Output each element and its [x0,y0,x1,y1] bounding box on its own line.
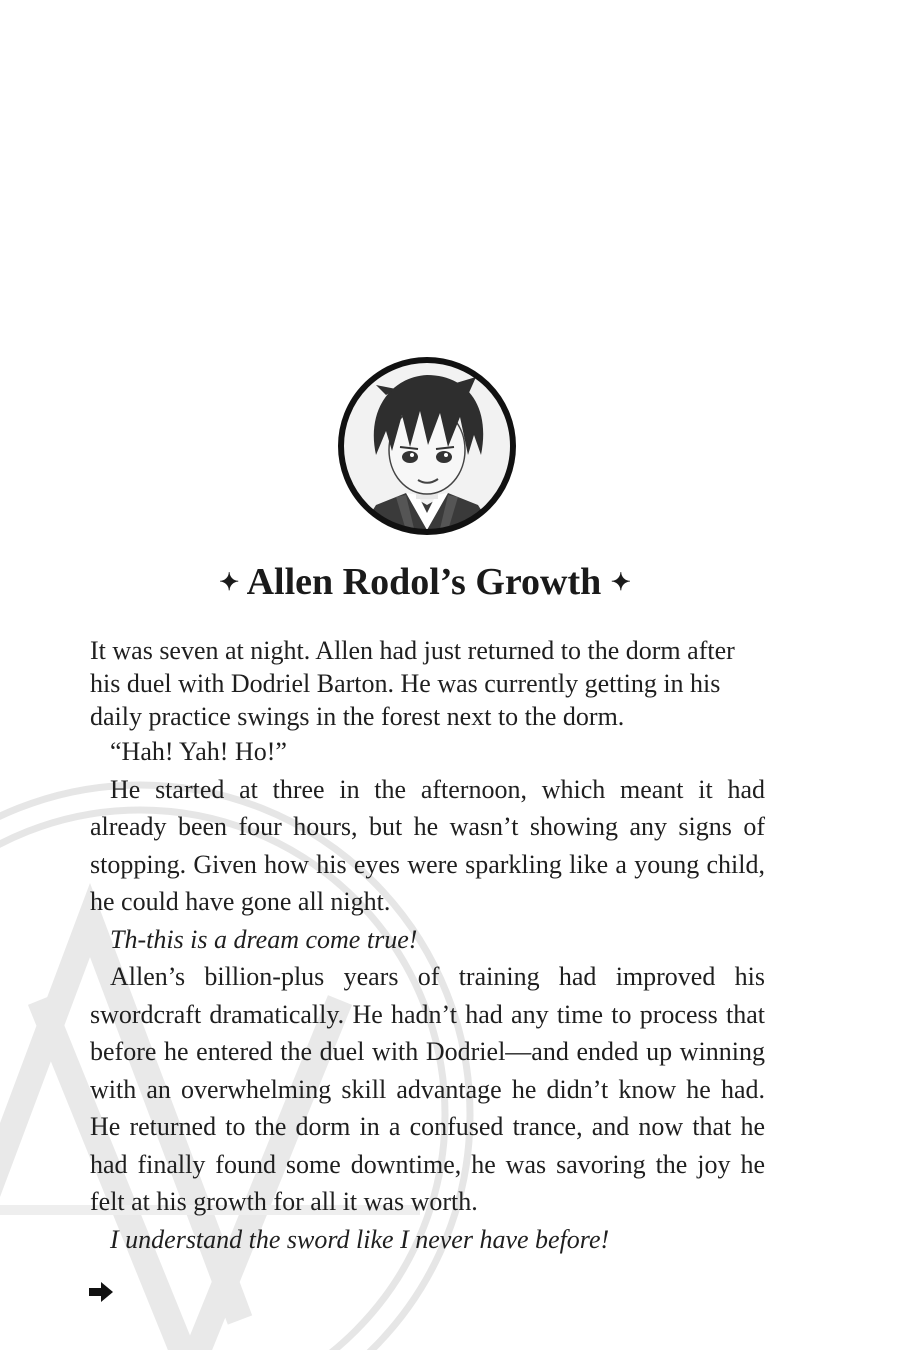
paragraph-thought: I understand the sword like I never have before! [110,1224,610,1254]
star-ornament-icon: ✦ [219,570,240,597]
character-portrait [336,355,518,537]
paragraph: It was seven at night. Allen had just returned to the dorm after his duel with Dodriel Barton. He was currently getting in his daily practice swings in the forest next to the dorm. [90,636,735,731]
body-text [90,634,765,1258]
paragraph: He started at three in the afternoon, which meant it had already been four hours, but he wasn’t showing any signs of stopping. Given how his eyes were sparkling like a young child, he could have gone all night. [90,774,765,916]
paragraph-thought: Th-this is a dream come true! [110,924,418,954]
arrow-right-icon [88,1280,114,1304]
paragraph: Allen’s billion-plus years of training had improved his swordcraft dramatically. He hadn’t had any time to process that before he entered the duel with Dodriel—and ended up winning with an overwhelming skill advantage he didn’t know he had. He returned to the dorm in a confused trance, and now that he had finally found some downtime, he was savoring the joy he felt at his growth for all it was worth. [90,962,765,1216]
chapter-title [0,556,850,611]
star-ornament-icon: ✦ [610,570,631,597]
chapter-title-text: Allen Rodol’s Growth [246,561,602,603]
paragraph-dialogue: “Hah! Yah! Ho!” [110,737,287,766]
